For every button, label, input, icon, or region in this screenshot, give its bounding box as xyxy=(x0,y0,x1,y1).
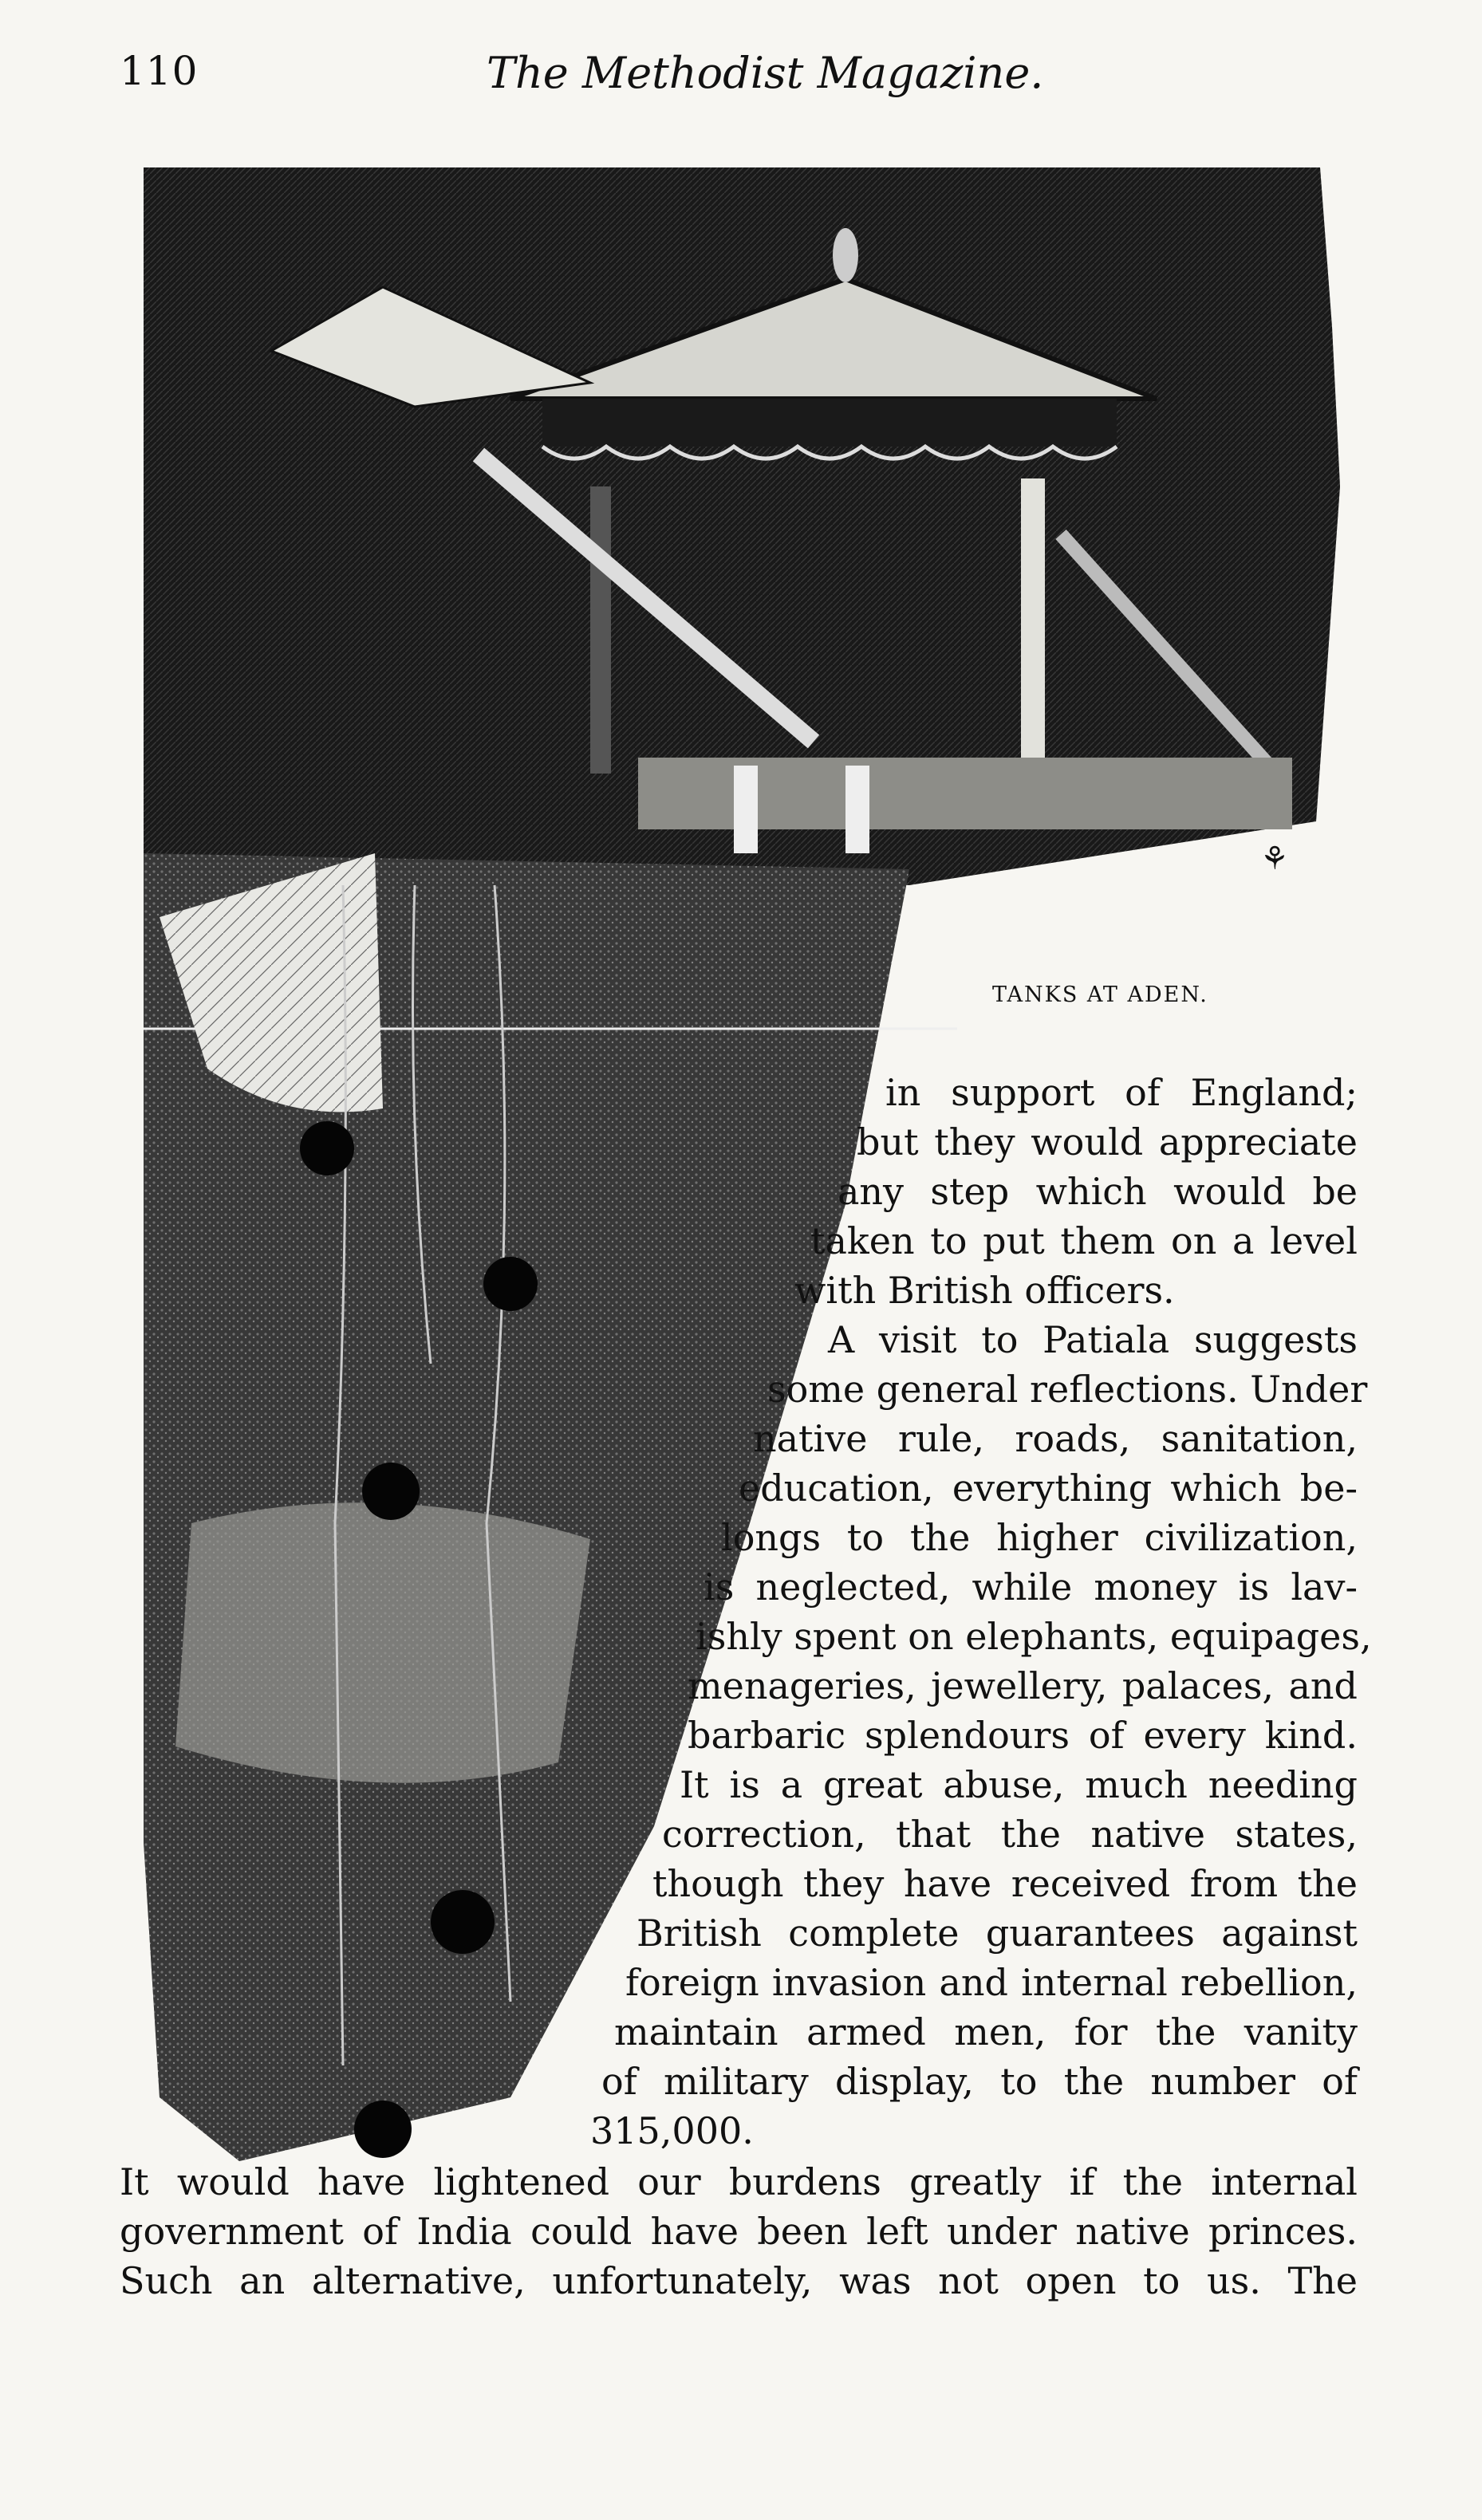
running-title: The Methodist Magazine. xyxy=(487,48,1044,98)
text-line: any step which would be xyxy=(838,1170,1358,1213)
text-line: It would have lightened our burdens greatly if the internal xyxy=(120,2160,1358,2203)
text-line: foreign invasion and internal rebellion, xyxy=(625,1961,1358,2004)
text-line: is neglected, while money is lav- xyxy=(704,1565,1358,1608)
text-line: taken to put them on a level xyxy=(810,1219,1358,1262)
illustration-caption: TANKS AT ADEN. xyxy=(992,982,1208,1007)
text-line: with British officers. xyxy=(794,1269,1175,1312)
svg-text:⚘: ⚘ xyxy=(1260,841,1289,877)
text-line: correction, that the native states, xyxy=(662,1813,1358,1856)
text-line: of military display, to the number of xyxy=(601,2060,1358,2103)
text-line: A visit to Patiala suggests xyxy=(828,1318,1358,1361)
text-line: though they have received from the xyxy=(652,1862,1358,1905)
text-line: barbaric splendours of every kind. xyxy=(688,1714,1358,1757)
text-line: It is a great abuse, much needing xyxy=(680,1763,1358,1806)
text-line: 315,000. xyxy=(590,2109,754,2152)
text-line: but they would appreciate xyxy=(857,1120,1358,1164)
text-line: education, everything which be- xyxy=(739,1467,1358,1510)
text-line: British complete guarantees against xyxy=(637,1912,1358,1955)
text-line: Such an alternative, unfortunately, was not open to us. The xyxy=(120,2259,1358,2302)
text-line: in support of England; xyxy=(885,1071,1358,1114)
text-line: government of India could have been left under native princes. xyxy=(120,2210,1358,2253)
page-number: 110 xyxy=(120,48,199,94)
text-line: ishly spent on elephants, equipages, xyxy=(696,1615,1372,1658)
text-line: some general reflections. Under xyxy=(767,1368,1368,1411)
text-line: menageries, jewellery, palaces, and xyxy=(688,1664,1358,1707)
text-line: longs to the higher civilization, xyxy=(721,1516,1358,1559)
text-line: maintain armed men, for the vanity xyxy=(614,2010,1358,2053)
text-line: native rule, roads, sanitation, xyxy=(753,1417,1358,1460)
